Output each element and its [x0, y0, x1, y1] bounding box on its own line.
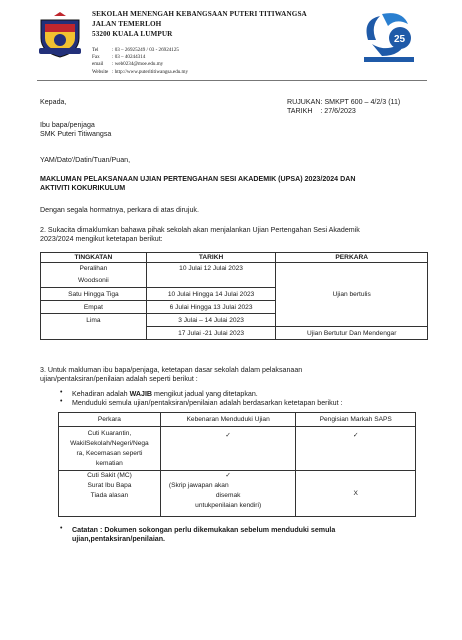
school-name: SEKOLAH MENENGAH KEBANGSAAN PUTERI TITIWANGSA [92, 10, 307, 18]
policy-row2-kebenaran [160, 471, 296, 517]
catatan-line: Catatan : Dokumen sokongan perlu dikemukakan sebelum menduduki semula [72, 526, 336, 534]
schedule-cell-tarikh: 6 Julai Hingga 13 Julai 2023 [146, 301, 276, 314]
policy-row2-perkara-line: Cuti Sakit (MC) [87, 472, 132, 479]
policy-row1-perkara-line: kematian [96, 459, 123, 467]
schedule-header-tingkatan: TINGKATAN [41, 253, 147, 263]
schedule-header-tarikh: TARIKH [146, 253, 276, 263]
policy-row2-note: disemak [215, 492, 241, 499]
school-crest-logo [37, 12, 83, 58]
policy-row1-perkara-line: WakilSekolah/Negeri/Nega [70, 439, 149, 447]
bullet-text: mengikut jadual yang ditetapkan. [152, 390, 258, 398]
policy-row1-perkara-line: ra, Kecemasan seperti [76, 449, 143, 457]
policy-row2-note: untukpenilaian kendiri) [195, 502, 262, 509]
contact-label: Tel [92, 47, 99, 53]
schedule-cell-tarikh [146, 275, 276, 288]
schedule-header-perkara: PERKARA [276, 253, 428, 263]
para3-line: 3. Untuk makluman ibu bapa/penjaga, ketetapan dasar sekolah dalam pelaksanaan [40, 366, 303, 374]
school-street: JALAN TEMERLOH [92, 19, 162, 28]
policy-row2-note: (Skrip jawapan akan [168, 482, 229, 489]
policy-row2-perkara-line: Surat Ibu Bapa [87, 482, 132, 489]
cross-icon: X [296, 471, 416, 517]
schedule-cell-tingkatan: Peralihan [41, 263, 147, 275]
schedule-cell-tarikh: 3 Julai – 14 Julai 2023 [146, 314, 276, 327]
schedule-cell-tingkatan: Lima [41, 314, 147, 327]
subject-line: AKTIVITI KOKURIKULUM [40, 184, 126, 192]
schedule-cell-tarikh: 10 Julai 12 Julai 2023 [146, 263, 276, 275]
policy-header-saps: Pengisian Markah SAPS [296, 413, 416, 427]
addressee-line1: Ibu bapa/penjaga [40, 121, 95, 129]
sekolah-25-logo [358, 10, 418, 64]
policy-row1-perkara [59, 427, 161, 471]
contact-value: : 03 – 26925249 / 03 - 26924125 [112, 47, 179, 53]
schedule-table [40, 252, 428, 340]
bullet-dot-icon: • [60, 525, 63, 532]
contact-value: : web0234@moe.edu.my [112, 61, 164, 68]
salutation: YAM/Dato'/Datin/Tuan/Puan, [40, 156, 131, 164]
contact-block [92, 47, 188, 76]
check-icon: ✓ [296, 427, 416, 471]
contact-label: Fax [92, 54, 100, 61]
bullet-kehadiran [72, 390, 258, 399]
contact-label: email [92, 61, 104, 68]
catatan-line: ujian,pentaksiran/penilaian. [72, 535, 166, 543]
school-city: 53200 KUALA LUMPUR [92, 29, 173, 38]
schedule-cell-tingkatan: Woodsonii [41, 275, 147, 288]
schedule-cell-tarikh: 17 Julai -21 Julai 2023 [146, 327, 276, 340]
svg-text:25: 25 [394, 34, 406, 45]
addressee-to: Kepada, [40, 98, 67, 106]
policy-header-kebenaran: Kebenaran Menduduki Ujian [160, 413, 296, 427]
check-icon: ✓ [225, 472, 231, 479]
bullet-text: Kehadiran adalah [72, 390, 130, 398]
bullet-dot-icon: • [60, 389, 63, 396]
schedule-cell-tingkatan [41, 327, 147, 340]
bullet-emphasis: WAJIB [129, 390, 153, 398]
bullet-menduduki: Menduduki semula ujian/pentaksiran/penilaian adalah berdasarkan ketetapan berikut : [72, 399, 343, 407]
contact-label: Website [92, 68, 109, 75]
policy-table [58, 412, 416, 517]
para2-line: 2023/2024 mengikut ketetapan berikut: [40, 235, 163, 243]
policy-header-perkara: Perkara [59, 413, 161, 427]
greeting: Dengan segala hormatnya, perkara di atas dirujuk. [40, 206, 199, 214]
policy-row2-perkara-line: Tiada alasan [90, 492, 129, 499]
schedule-cell-perkara: Ujian Bertutur Dan Mendengar [276, 327, 428, 340]
contact-value: : 03 – 40244314 [112, 54, 146, 61]
bullet-dot-icon: • [60, 398, 63, 405]
para2-line: 2. Sukacita dimaklumkan bahawa pihak sekolah akan menjalankan Ujian Pertengahan Sesi Akademik [40, 226, 360, 234]
schedule-cell-tingkatan: Empat [41, 301, 147, 314]
addressee-line2: SMK Puteri Titiwangsa [40, 130, 112, 138]
reference-tarikh: TARIKH : 27/6/2023 [287, 107, 356, 115]
para3-line: ujian/pentaksiran/penilaian adalah seperti berikut : [40, 375, 198, 383]
policy-row2-perkara [59, 471, 161, 517]
schedule-cell-perkara: Ujian bertulis [276, 263, 428, 327]
letterhead-rule [37, 80, 427, 81]
schedule-cell-tingkatan: Satu Hingga Tiga [41, 288, 147, 301]
subject-line: MAKLUMAN PELAKSANAAN UJIAN PERTENGAHAN SESI AKADEMIK (UPSA) 2023/2024 DAN [40, 175, 356, 183]
policy-row1-perkara-line: Cuti Kuarantin, [87, 429, 132, 437]
reference-rujukan: RUJUKAN: SMKPT 600 – 4/2/3 (11) [287, 98, 401, 106]
contact-value: : http://www.puterititiwangsa.edu.my [112, 68, 189, 75]
schedule-cell-tarikh: 10 Julai Hingga 14 Julai 2023 [146, 288, 276, 301]
check-icon: ✓ [160, 427, 296, 471]
